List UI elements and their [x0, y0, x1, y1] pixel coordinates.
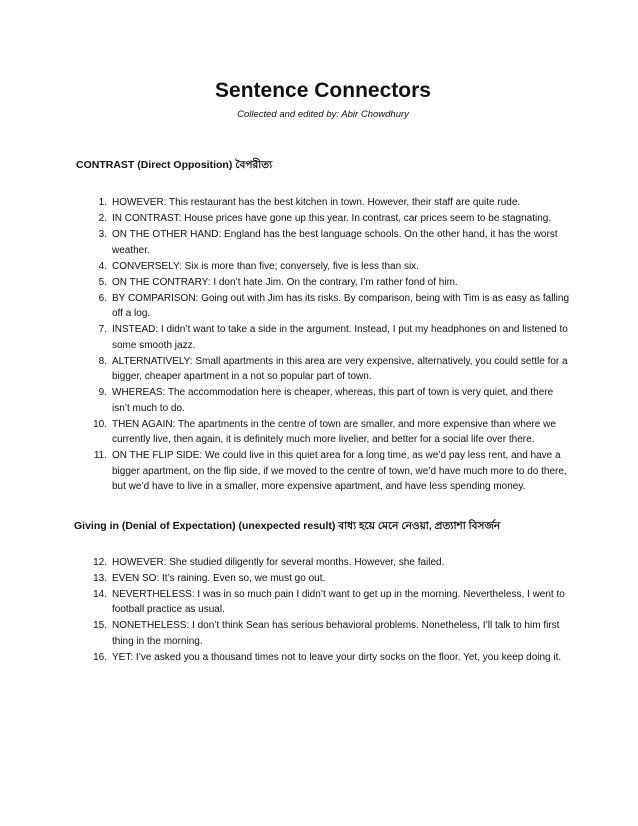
list-item	[76, 322, 570, 353]
list-item-number: 16.	[93, 651, 107, 663]
list-item-text: IN CONTRAST: House prices have gone up this year. In contrast, car prices seem to be stagnating.	[112, 213, 552, 224]
list-item-text: HOWEVER: She studied diligently for several months. However, she failed.	[112, 556, 445, 568]
list-item-text: ON THE FLIP SIDE: We could live in this quiet area for a long time, as we’d pay less rent, and have a bigger apartment, on the flip side, if we moved to the centre of town, we’d have much more to do there, but we’d have to live in a smaller, more expensive apartment, and have less spending money.	[112, 450, 567, 492]
list-item-text: EVEN SO: It’s raining. Even so, we must go out.	[112, 572, 326, 584]
list-item-number: 13.	[93, 572, 107, 584]
list-item	[76, 448, 570, 495]
contrast-connector-list	[76, 195, 570, 495]
section-heading-text: CONTRAST (Direct Opposition)	[76, 159, 233, 171]
list-item	[76, 555, 570, 571]
list-item-number: 12.	[93, 556, 107, 568]
list-item-text: ON THE CONTRARY: I don’t hate Jim. On the contrary, I’m rather fond of him.	[112, 276, 458, 288]
section-heading-giving-in	[74, 519, 570, 533]
document-title: Sentence Connectors	[215, 79, 431, 102]
section-heading-native: বৈপরীত্য	[235, 159, 273, 171]
list-item	[76, 291, 570, 322]
list-item-number: 10.	[93, 418, 107, 430]
giving-in-connector-list	[76, 555, 570, 666]
list-item-text: HOWEVER: This restaurant has the best kitchen in town. However, their staff are quite rude.	[112, 197, 521, 208]
list-item-number: 6.	[98, 292, 107, 304]
list-item	[76, 385, 570, 416]
list-item	[76, 275, 570, 291]
list-item-number: 5.	[98, 276, 107, 288]
list-item-text: NONETHELESS: I don’t think Sean has serious behavioral problems. Nonetheless, I’ll talk to him first thing in the morning.	[112, 620, 560, 647]
list-item	[76, 618, 570, 649]
list-item-number: 9.	[98, 387, 107, 398]
list-item	[76, 354, 570, 385]
list-item-text: THEN AGAIN: The apartments in the centre of town are smaller, and more expensive than where we currently live, then again, it is definitely much more livelier, and better for a social life over there.	[112, 418, 556, 445]
list-item-number: 2.	[98, 213, 107, 224]
list-item	[76, 259, 570, 275]
list-item	[76, 417, 570, 448]
list-item	[76, 650, 570, 666]
list-item-number: 14.	[93, 588, 107, 600]
section-heading-text: Giving in (Denial of Expectation) (unexpected result)	[74, 519, 336, 532]
list-item-number: 4.	[98, 260, 107, 272]
list-item-text: YET: I’ve asked you a thousand times not to leave your dirty socks on the floor. Yet, you keep doing it.	[112, 651, 562, 663]
list-item-text: ALTERNATIVELY: Small apartments in this area are very expensive, alternatively, you could settle for a bigger, cheaper apartment in a not so popular part of town.	[112, 355, 568, 382]
list-item-text: CONVERSELY: Six is more than five; conversely, five is less than six.	[112, 260, 419, 272]
list-item	[76, 195, 570, 211]
list-item-text: BY COMPARISON: Going out with Jim has its risks. By comparison, being with Tim is as easy as falling off a log.	[112, 292, 570, 319]
list-item	[76, 587, 570, 618]
section-heading-native: বাধ্য হয়ে মেনে নেওয়া, প্রত্যাশা বিসর্জন	[338, 519, 501, 532]
list-item	[76, 211, 570, 227]
list-item-number: 11.	[93, 450, 107, 461]
list-item-number: 1.	[98, 197, 107, 208]
document-subtitle: Collected and edited by: Abir Chowdhury	[237, 109, 409, 120]
list-item-number: 7.	[98, 324, 107, 335]
section-heading-contrast	[76, 158, 570, 172]
list-item	[76, 227, 570, 258]
list-item-text: INSTEAD: I didn’t want to take a side in the argument. Instead, I put my headphones on and listened to some smooth jazz.	[112, 324, 568, 351]
list-item-text: NEVERTHELESS: I was in so much pain I didn’t want to get up in the morning. Nevertheless, I went to football practice as usual.	[112, 588, 565, 615]
list-item-text: WHEREAS: The accommodation here is cheaper, whereas, this part of town is very quiet, and there isn’t much to do.	[112, 387, 554, 414]
list-item-number: 8.	[98, 355, 107, 367]
list-item-text: ON THE OTHER HAND: England has the best language schools. On the other hand, it has the worst weather.	[112, 229, 558, 256]
list-item	[76, 571, 570, 587]
list-item-number: 15.	[93, 620, 107, 631]
list-item-number: 3.	[98, 229, 107, 240]
